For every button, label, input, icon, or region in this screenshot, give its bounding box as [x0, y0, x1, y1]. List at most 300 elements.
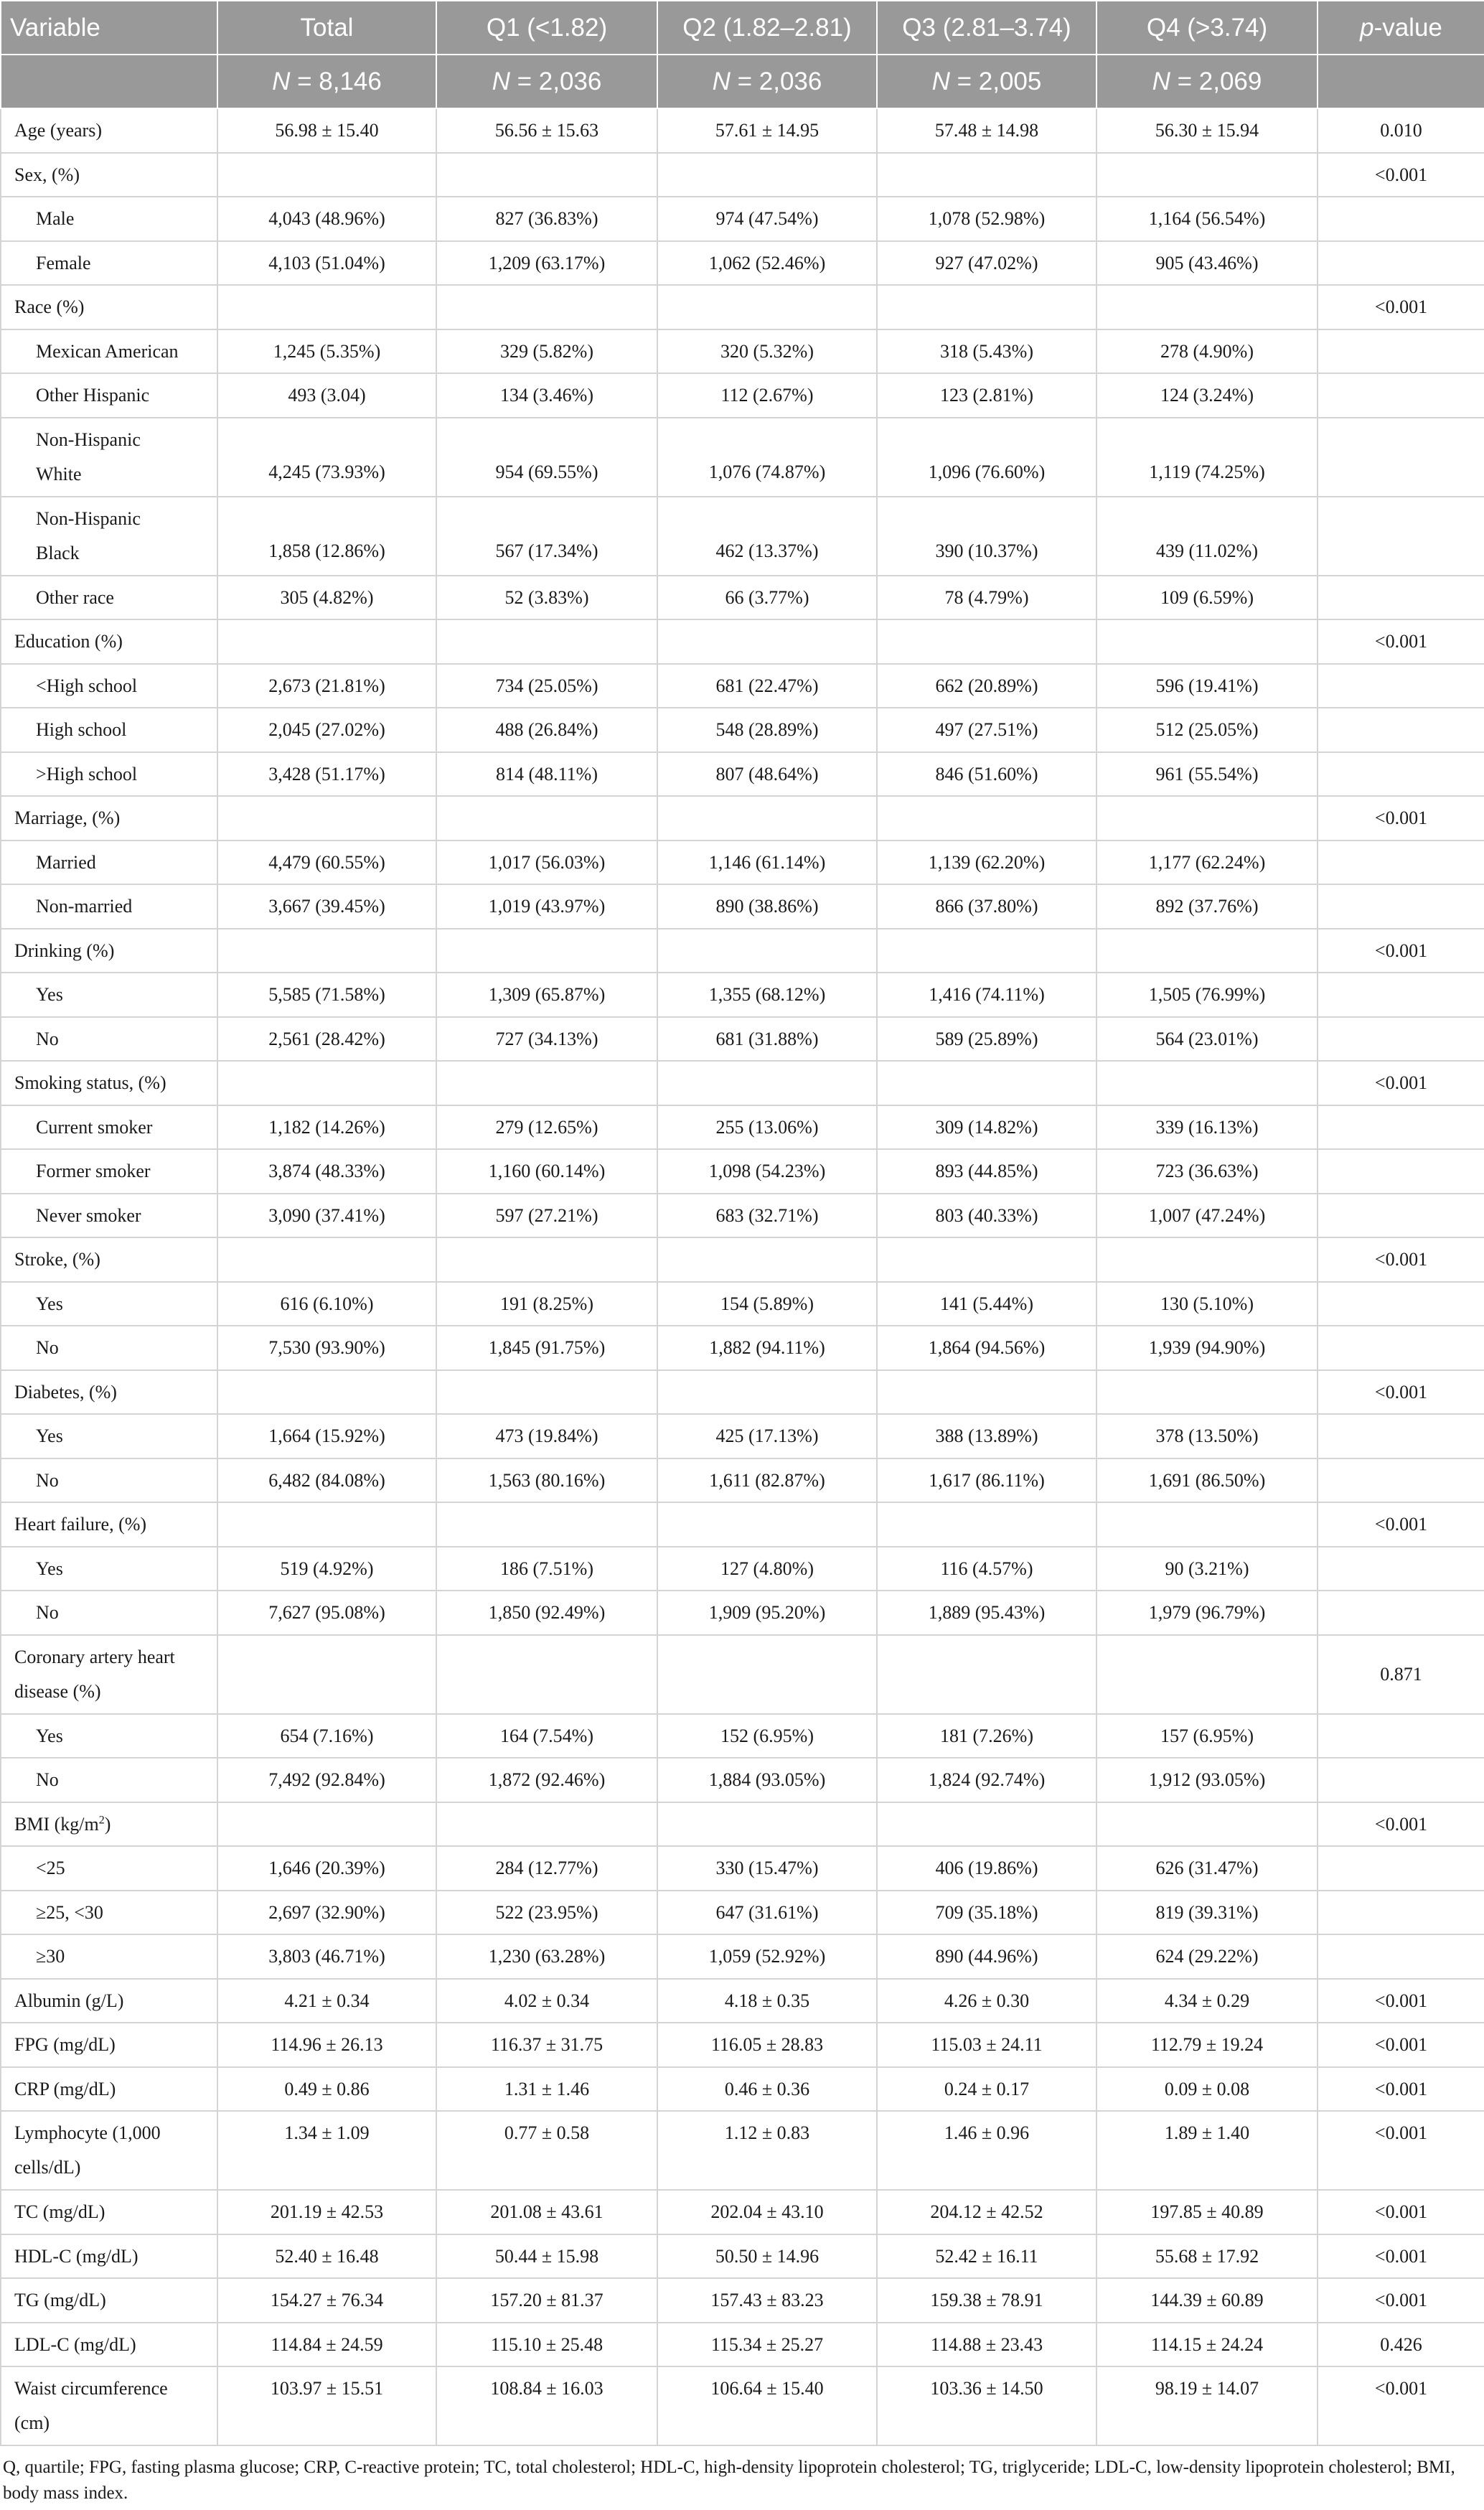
table-row: [1, 1061, 1484, 1105]
cell-q4: 112.79 ± 19.24: [1096, 2023, 1318, 2067]
cell-q2: 807 (48.64%): [657, 752, 877, 797]
cell-q1: [436, 1802, 657, 1847]
cell-total: [217, 153, 436, 197]
cell-total: 1,646 (20.39%): [217, 1846, 436, 1891]
row-label-text: Yes: [36, 1425, 63, 1447]
cell-total: 4,043 (48.96%): [217, 197, 436, 241]
table-row: [1, 1326, 1484, 1370]
row-label-text-line2: cells/dL): [14, 2157, 81, 2178]
cell-q2: 425 (17.13%): [657, 1414, 877, 1458]
row-label: [1, 2323, 217, 2367]
cell-q4: 4.34 ± 0.29: [1096, 1979, 1318, 2023]
cell-q1: [436, 1370, 657, 1415]
cell-p-value: <0.001: [1318, 2234, 1484, 2279]
cell-total: 3,428 (51.17%): [217, 752, 436, 797]
row-label-text: Education (%): [14, 631, 123, 652]
cell-q1: 201.08 ± 43.61: [436, 2190, 657, 2234]
table-row: [1, 840, 1484, 885]
n-total: [217, 55, 436, 108]
n-total-value: = 8,146: [290, 67, 382, 95]
cell-q3: 1,078 (52.98%): [877, 197, 1096, 241]
cell-q1: 50.44 ± 15.98: [436, 2234, 657, 2279]
cell-q1: [436, 929, 657, 973]
cell-q3: 388 (13.89%): [877, 1414, 1096, 1458]
cell-q2: [657, 153, 877, 197]
table-row: [1, 2111, 1484, 2190]
cell-q2: 154 (5.89%): [657, 1282, 877, 1326]
row-label-text: Sex, (%): [14, 164, 80, 185]
row-label-text: LDL-C (mg/dL): [14, 2333, 136, 2355]
cell-q4: [1096, 1237, 1318, 1282]
cell-p-value: 0.010: [1318, 108, 1484, 153]
table-footnote: Q, quartile; FPG, fasting plasma glucose; CRP, C-reactive protein; TC, total cholesterol; HDL-C, high-density lipoprotein cholesterol; TG, triglyceride; LDL-C, low-density lipoprotein cholesterol; BMI, body mass index.: [3, 2458, 1455, 2503]
cell-q2: 1,355 (68.12%): [657, 973, 877, 1017]
cell-q2: 50.50 ± 14.96: [657, 2234, 877, 2279]
cell-q3: 114.88 ± 23.43: [877, 2323, 1096, 2367]
cell-p-value: [1318, 1105, 1484, 1150]
cell-q3: [877, 1502, 1096, 1547]
cell-p-value: <0.001: [1318, 285, 1484, 329]
cell-q4: [1096, 1635, 1318, 1714]
cell-q3: 1,096 (76.60%): [877, 418, 1096, 497]
cell-q3: 309 (14.82%): [877, 1105, 1096, 1150]
cell-q4: 55.68 ± 17.92: [1096, 2234, 1318, 2279]
cell-q3: 846 (51.60%): [877, 752, 1096, 797]
row-label-text: Never smoker: [36, 1204, 141, 1226]
cell-q2: 1,062 (52.46%): [657, 241, 877, 286]
cell-q4: 564 (23.01%): [1096, 1017, 1318, 1062]
cell-q4: 1,912 (93.05%): [1096, 1758, 1318, 1802]
table-row: [1, 1934, 1484, 1979]
cell-q1: 4.02 ± 0.34: [436, 1979, 657, 2023]
cell-q3: 318 (5.43%): [877, 329, 1096, 374]
cell-q3: 52.42 ± 16.11: [877, 2234, 1096, 2279]
cell-p-value: <0.001: [1318, 2111, 1484, 2190]
cell-total: 6,482 (84.08%): [217, 1458, 436, 1503]
row-label-text: No: [36, 1769, 59, 1791]
cell-p-value: [1318, 1547, 1484, 1591]
cell-total: [217, 619, 436, 664]
cell-q3: 497 (27.51%): [877, 708, 1096, 752]
cell-q4: 157 (6.95%): [1096, 1714, 1318, 1759]
table-row: [1, 2234, 1484, 2279]
cell-q1: 1,309 (65.87%): [436, 973, 657, 1017]
cell-q1: 473 (19.84%): [436, 1414, 657, 1458]
cell-q2: 1.12 ± 0.83: [657, 2111, 877, 2190]
cell-q1: 1,850 (92.49%): [436, 1591, 657, 1635]
table-row: [1, 2323, 1484, 2367]
cell-q1: [436, 153, 657, 197]
column-header-p-value: [1318, 1, 1484, 55]
row-label: [1, 664, 217, 708]
row-label: [1, 1547, 217, 1591]
column-header-total: Total: [217, 1, 436, 55]
row-label-text: Yes: [36, 1558, 63, 1579]
cell-q1: 1,845 (91.75%): [436, 1326, 657, 1370]
cell-q4: 114.15 ± 24.24: [1096, 2323, 1318, 2367]
cell-q2: 1,909 (95.20%): [657, 1591, 877, 1635]
n-label: N: [931, 67, 950, 95]
cell-total: 7,492 (92.84%): [217, 1758, 436, 1802]
cell-q4: [1096, 285, 1318, 329]
cell-q3: 181 (7.26%): [877, 1714, 1096, 1759]
cell-q4: 905 (43.46%): [1096, 241, 1318, 286]
row-label-text: Non-Hispanic: [36, 429, 141, 450]
table-row: [1, 752, 1484, 797]
column-header-q1: Q1 (<1.82): [436, 1, 657, 55]
row-label-text: Male: [36, 208, 75, 230]
cell-p-value: [1318, 329, 1484, 374]
table-row: [1, 1846, 1484, 1891]
row-label: [1, 1846, 217, 1891]
cell-q3: 204.12 ± 42.52: [877, 2190, 1096, 2234]
cell-p-value: [1318, 664, 1484, 708]
row-label-text: Current smoker: [36, 1116, 153, 1138]
table-row: [1, 108, 1484, 153]
row-label-text: No: [36, 1469, 59, 1491]
row-label: [1, 1802, 217, 1847]
cell-total: 654 (7.16%): [217, 1714, 436, 1759]
table-row: [1, 884, 1484, 929]
cell-p-value: <0.001: [1318, 2190, 1484, 2234]
row-label: [1, 1758, 217, 1802]
cell-total: [217, 1635, 436, 1714]
row-label-text: BMI (kg/m: [14, 1813, 99, 1835]
cell-q3: 78 (4.79%): [877, 576, 1096, 620]
row-label: [1, 2190, 217, 2234]
row-label: [1, 2067, 217, 2112]
column-header-variable: Variable: [1, 1, 217, 55]
cell-q2: 462 (13.37%): [657, 497, 877, 576]
cell-q2: 157.43 ± 83.23: [657, 2278, 877, 2323]
cell-p-value: [1318, 1934, 1484, 1979]
p-value-suffix: -value: [1373, 13, 1442, 42]
cell-p-value: <0.001: [1318, 1979, 1484, 2023]
cell-p-value: [1318, 1326, 1484, 1370]
table-row: [1, 1802, 1484, 1847]
cell-q1: 727 (34.13%): [436, 1017, 657, 1062]
row-label-text: Mexican American: [36, 340, 179, 362]
row-label: [1, 619, 217, 664]
cell-total: 1,245 (5.35%): [217, 329, 436, 374]
row-label: [1, 373, 217, 418]
cell-total: [217, 285, 436, 329]
cell-total: 114.96 ± 26.13: [217, 2023, 436, 2067]
row-label: [1, 752, 217, 797]
cell-q3: 406 (19.86%): [877, 1846, 1096, 1891]
cell-q3: [877, 929, 1096, 973]
cell-p-value: <0.001: [1318, 2278, 1484, 2323]
cell-q1: 0.77 ± 0.58: [436, 2111, 657, 2190]
row-label-text: Married: [36, 851, 96, 873]
row-label: [1, 2366, 217, 2445]
cell-q3: [877, 796, 1096, 840]
cell-p-value: 0.871: [1318, 1635, 1484, 1714]
cell-q4: 124 (3.24%): [1096, 373, 1318, 418]
cell-p-value: [1318, 373, 1484, 418]
cell-p-value: <0.001: [1318, 1502, 1484, 1547]
cell-p-value: <0.001: [1318, 1370, 1484, 1415]
cell-q4: 1,164 (56.54%): [1096, 197, 1318, 241]
cell-q2: [657, 1802, 877, 1847]
cell-q4: [1096, 929, 1318, 973]
cell-p-value: [1318, 752, 1484, 797]
cell-q1: 186 (7.51%): [436, 1547, 657, 1591]
cell-q1: [436, 1502, 657, 1547]
cell-total: [217, 796, 436, 840]
table-row: [1, 576, 1484, 620]
table-row: [1, 1458, 1484, 1503]
row-label-text: Smoking status, (%): [14, 1072, 166, 1094]
table-row: [1, 418, 1484, 497]
table-row: [1, 1017, 1484, 1062]
cell-q3: 803 (40.33%): [877, 1194, 1096, 1238]
cell-q4: 109 (6.59%): [1096, 576, 1318, 620]
cell-q4: 90 (3.21%): [1096, 1547, 1318, 1591]
cell-q1: 1,019 (43.97%): [436, 884, 657, 929]
row-label-text: No: [36, 1028, 59, 1049]
row-label-text: HDL-C (mg/dL): [14, 2245, 138, 2267]
cell-q3: 1,824 (92.74%): [877, 1758, 1096, 1802]
cell-q4: [1096, 1502, 1318, 1547]
cell-q2: 1,098 (54.23%): [657, 1149, 877, 1194]
cell-q3: [877, 153, 1096, 197]
cell-q1: 115.10 ± 25.48: [436, 2323, 657, 2367]
cell-p-value: [1318, 1017, 1484, 1062]
cell-q4: 1,177 (62.24%): [1096, 840, 1318, 885]
cell-q2: 57.61 ± 14.95: [657, 108, 877, 153]
cell-q4: 56.30 ± 15.94: [1096, 108, 1318, 153]
cell-q1: 279 (12.65%): [436, 1105, 657, 1150]
table-row: [1, 1635, 1484, 1714]
row-label-suffix: ): [104, 1813, 111, 1835]
cell-total: 5,585 (71.58%): [217, 973, 436, 1017]
row-label: [1, 285, 217, 329]
cell-q2: 115.34 ± 25.27: [657, 2323, 877, 2367]
n-q4: [1096, 55, 1318, 108]
cell-q1: 329 (5.82%): [436, 329, 657, 374]
cell-total: [217, 1061, 436, 1105]
cell-q2: 1,611 (82.87%): [657, 1458, 877, 1503]
cell-q1: [436, 1635, 657, 1714]
cell-q1: 157.20 ± 81.37: [436, 2278, 657, 2323]
cell-q2: 0.46 ± 0.36: [657, 2067, 877, 2112]
cell-p-value: <0.001: [1318, 1237, 1484, 1282]
cell-q2: 255 (13.06%): [657, 1105, 877, 1150]
cell-q3: 1,139 (62.20%): [877, 840, 1096, 885]
row-label-text: Non-Hispanic: [36, 507, 141, 529]
cell-q1: 827 (36.83%): [436, 197, 657, 241]
cell-q1: 1,230 (63.28%): [436, 1934, 657, 1979]
cell-q4: [1096, 1802, 1318, 1847]
row-label: [1, 1414, 217, 1458]
cell-p-value: [1318, 1846, 1484, 1891]
cell-total: [217, 929, 436, 973]
cell-q3: 662 (20.89%): [877, 664, 1096, 708]
cell-q2: 320 (5.32%): [657, 329, 877, 374]
cell-q4: 961 (55.54%): [1096, 752, 1318, 797]
table-row: [1, 153, 1484, 197]
table-row: [1, 2067, 1484, 2112]
cell-q4: [1096, 796, 1318, 840]
cell-q2: [657, 796, 877, 840]
cell-q4: 1.89 ± 1.40: [1096, 2111, 1318, 2190]
cell-q1: 488 (26.84%): [436, 708, 657, 752]
row-label-text: Waist circumference: [14, 2378, 168, 2399]
row-label: [1, 576, 217, 620]
cell-q1: 56.56 ± 15.63: [436, 108, 657, 153]
cell-q4: 892 (37.76%): [1096, 884, 1318, 929]
cell-p-value: <0.001: [1318, 153, 1484, 197]
table-row: [1, 373, 1484, 418]
n-q2: [657, 55, 877, 108]
cell-q4: 1,979 (96.79%): [1096, 1591, 1318, 1635]
cell-q4: 98.19 ± 14.07: [1096, 2366, 1318, 2445]
table-row: [1, 973, 1484, 1017]
row-label: [1, 1194, 217, 1238]
row-label: [1, 1458, 217, 1503]
column-header-q3: Q3 (2.81–3.74): [877, 1, 1096, 55]
cell-total: 7,530 (93.90%): [217, 1326, 436, 1370]
cell-q3: 709 (35.18%): [877, 1891, 1096, 1935]
cell-q1: 108.84 ± 16.03: [436, 2366, 657, 2445]
n-q4-value: = 2,069: [1170, 67, 1262, 95]
table-row: [1, 1370, 1484, 1415]
cell-q2: 1,076 (74.87%): [657, 418, 877, 497]
cell-p-value: [1318, 1149, 1484, 1194]
cell-q3: 0.24 ± 0.17: [877, 2067, 1096, 2112]
cell-q2: 330 (15.47%): [657, 1846, 877, 1891]
row-label: [1, 1635, 217, 1714]
row-label-text: No: [36, 1602, 59, 1624]
row-label: [1, 1502, 217, 1547]
row-label-text: Heart failure, (%): [14, 1514, 147, 1535]
cell-total: 4.21 ± 0.34: [217, 1979, 436, 2023]
cell-q3: [877, 1370, 1096, 1415]
table-row: [1, 2278, 1484, 2323]
cell-q4: 512 (25.05%): [1096, 708, 1318, 752]
row-label-text: Yes: [36, 984, 63, 1006]
n-label: N: [1152, 67, 1170, 95]
header-row: [1, 1, 1484, 55]
cell-q1: 1,017 (56.03%): [436, 840, 657, 885]
table-row: [1, 708, 1484, 752]
cell-q1: 1.31 ± 1.46: [436, 2067, 657, 2112]
cell-q2: [657, 1237, 877, 1282]
row-label: [1, 497, 217, 576]
table-row: [1, 2023, 1484, 2067]
cell-q2: 548 (28.89%): [657, 708, 877, 752]
cell-q3: 1,864 (94.56%): [877, 1326, 1096, 1370]
row-label: [1, 1591, 217, 1635]
table-row: [1, 796, 1484, 840]
cell-q2: [657, 1635, 877, 1714]
cell-total: 4,103 (51.04%): [217, 241, 436, 286]
row-label: [1, 2278, 217, 2323]
cell-q1: 134 (3.46%): [436, 373, 657, 418]
cell-total: 114.84 ± 24.59: [217, 2323, 436, 2367]
cell-total: 3,090 (37.41%): [217, 1194, 436, 1238]
cell-q1: 954 (69.55%): [436, 418, 657, 497]
cell-q1: 734 (25.05%): [436, 664, 657, 708]
row-label-text: ≥25, <30: [36, 1901, 103, 1923]
n-label: N: [272, 67, 291, 95]
row-label: [1, 884, 217, 929]
cell-q4: 278 (4.90%): [1096, 329, 1318, 374]
row-label-text: TC (mg/dL): [14, 2201, 105, 2223]
cell-p-value: [1318, 241, 1484, 286]
cell-q3: 103.36 ± 14.50: [877, 2366, 1096, 2445]
cell-q4: [1096, 619, 1318, 664]
cell-p-value: [1318, 1194, 1484, 1238]
row-label: [1, 1237, 217, 1282]
row-label-text-line2: Black: [36, 542, 80, 563]
cell-q4: 596 (19.41%): [1096, 664, 1318, 708]
cell-q4: 0.09 ± 0.08: [1096, 2067, 1318, 2112]
cell-q2: 1,059 (52.92%): [657, 1934, 877, 1979]
cell-total: 154.27 ± 76.34: [217, 2278, 436, 2323]
cell-q1: [436, 619, 657, 664]
cell-total: 103.97 ± 15.51: [217, 2366, 436, 2445]
cell-p-value: [1318, 1458, 1484, 1503]
cell-q4: 1,007 (47.24%): [1096, 1194, 1318, 1238]
table-row: [1, 2190, 1484, 2234]
cell-q1: 597 (27.21%): [436, 1194, 657, 1238]
table-row: [1, 1979, 1484, 2023]
row-label: [1, 329, 217, 374]
cell-q4: 626 (31.47%): [1096, 1846, 1318, 1891]
cell-q1: 191 (8.25%): [436, 1282, 657, 1326]
cell-q2: 112 (2.67%): [657, 373, 877, 418]
cell-q2: 127 (4.80%): [657, 1547, 877, 1591]
cell-q4: 439 (11.02%): [1096, 497, 1318, 576]
row-label: [1, 2234, 217, 2279]
cell-q1: 52 (3.83%): [436, 576, 657, 620]
cell-q1: 116.37 ± 31.75: [436, 2023, 657, 2067]
cell-q2: 106.64 ± 15.40: [657, 2366, 877, 2445]
cell-q3: 589 (25.89%): [877, 1017, 1096, 1062]
row-label-text: Other Hispanic: [36, 385, 150, 406]
cell-q4: 624 (29.22%): [1096, 1934, 1318, 1979]
cell-total: 3,803 (46.71%): [217, 1934, 436, 1979]
row-label: [1, 1061, 217, 1105]
cell-total: 3,874 (48.33%): [217, 1149, 436, 1194]
cell-q4: 1,119 (74.25%): [1096, 418, 1318, 497]
row-label-text-line2: (cm): [14, 2412, 50, 2433]
table-row: [1, 1105, 1484, 1150]
cell-total: [217, 1502, 436, 1547]
cell-q1: 522 (23.95%): [436, 1891, 657, 1935]
cell-q2: [657, 285, 877, 329]
cell-p-value: 0.426: [1318, 2323, 1484, 2367]
row-label: [1, 1934, 217, 1979]
row-label-text: Albumin (g/L): [14, 1990, 124, 2011]
cell-q1: 1,563 (80.16%): [436, 1458, 657, 1503]
cell-q4: 1,505 (76.99%): [1096, 973, 1318, 1017]
row-label: [1, 840, 217, 885]
cell-q3: 115.03 ± 24.11: [877, 2023, 1096, 2067]
cell-q3: 893 (44.85%): [877, 1149, 1096, 1194]
cell-p-value: [1318, 1591, 1484, 1635]
cell-total: 1,664 (15.92%): [217, 1414, 436, 1458]
row-label: [1, 796, 217, 840]
cell-total: 1,858 (12.86%): [217, 497, 436, 576]
cell-q2: [657, 1061, 877, 1105]
row-label: [1, 2111, 217, 2190]
cell-q2: 647 (31.61%): [657, 1891, 877, 1935]
row-label-text: High school: [36, 719, 127, 741]
row-label-text: TG (mg/dL): [14, 2290, 106, 2311]
